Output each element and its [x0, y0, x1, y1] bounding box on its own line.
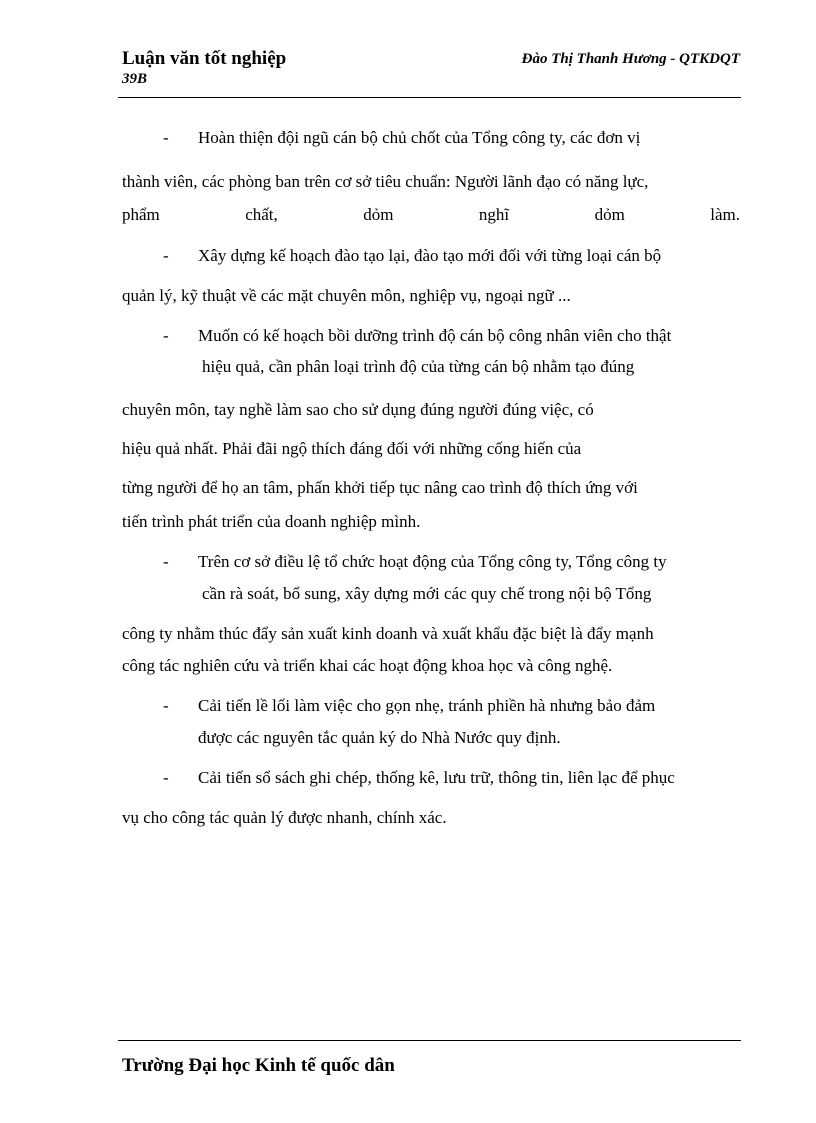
paragraph-line: Trên cơ sở điều lệ tổ chức hoạt động của Tổng công ty, Tổng công ty	[198, 552, 667, 571]
bullet-dash: -	[163, 246, 169, 265]
bullet-dash: -	[163, 552, 169, 571]
footer-divider	[118, 1040, 741, 1041]
paragraph-line: chuyên môn, tay nghề làm sao cho sử dụng đúng người đúng việc, có	[122, 400, 594, 419]
paragraph-line: cần rà soát, bổ sung, xây dựng mới các quy chế trong nội bộ Tổng	[202, 584, 652, 603]
paragraph-line: Hoàn thiện đội ngũ cán bộ chủ chốt của Tổng công ty, các đơn vị	[198, 128, 641, 147]
paragraph-line: Muốn có kế hoạch bồi dưỡng trình độ cán bộ công nhân viên cho thật	[198, 326, 672, 345]
paragraph-line: công tác nghiên cứu và triển khai các hoạt động khoa học và công nghệ.	[122, 656, 613, 675]
bullet-dash: -	[163, 128, 169, 147]
paragraph-line: hiệu quả nhất. Phải đãi ngộ thích đáng đối với những cống hiến của	[122, 439, 582, 458]
paragraph-line: Cải tiến lề lối làm việc cho gọn nhẹ, tránh phiền hà nhưng bảo đảm	[198, 696, 656, 715]
paragraph-line: Xây dựng kế hoạch đào tạo lại, đào tạo mới đối với từng loại cán bộ	[198, 246, 662, 265]
paragraph-line: từng người để họ an tâm, phấn khởi tiếp tục nâng cao trình độ thích ứng với	[122, 478, 638, 497]
page-footer: Trường Đại học Kinh tế quốc dân	[122, 1055, 395, 1076]
paragraph-line: thành viên, các phòng ban trên cơ sở tiêu chuẩn: Người lãnh đạo có năng lực,	[122, 172, 649, 191]
justified-line: phẩm chất, dỏm nghĩ dỏm làm.	[122, 205, 740, 224]
paragraph-line: vụ cho công tác quản lý được nhanh, chính xác.	[122, 808, 447, 827]
paragraph-line: được các nguyên tắc quản ký do Nhà Nước quy định.	[198, 728, 561, 747]
header-title: Luận văn tốt nghiệp	[122, 48, 287, 69]
paragraph-line: công ty nhằm thúc đẩy sản xuất kinh doanh và xuất khẩu đặc biệt là đẩy mạnh	[122, 624, 654, 643]
bullet-dash: -	[163, 768, 169, 787]
paragraph-line: tiến trình phát triển của doanh nghiệp mình.	[122, 512, 421, 531]
header-divider	[118, 97, 741, 98]
bullet-dash: -	[163, 326, 169, 345]
header-author: Đào Thị Thanh Hương - QTKDQT	[521, 51, 740, 67]
paragraph-line: hiệu quả, cần phân loại trình độ của từng cán bộ nhằm tạo đúng	[202, 357, 635, 376]
bullet-dash: -	[163, 696, 169, 715]
paragraph-line: quản lý, kỹ thuật về các mặt chuyên môn, nghiệp vụ, ngoại ngữ ...	[122, 286, 571, 305]
header-subtitle: 39B	[122, 71, 148, 87]
paragraph-line: Cải tiến sổ sách ghi chép, thống kê, lưu trữ, thông tin, liên lạc để phục	[198, 768, 675, 787]
